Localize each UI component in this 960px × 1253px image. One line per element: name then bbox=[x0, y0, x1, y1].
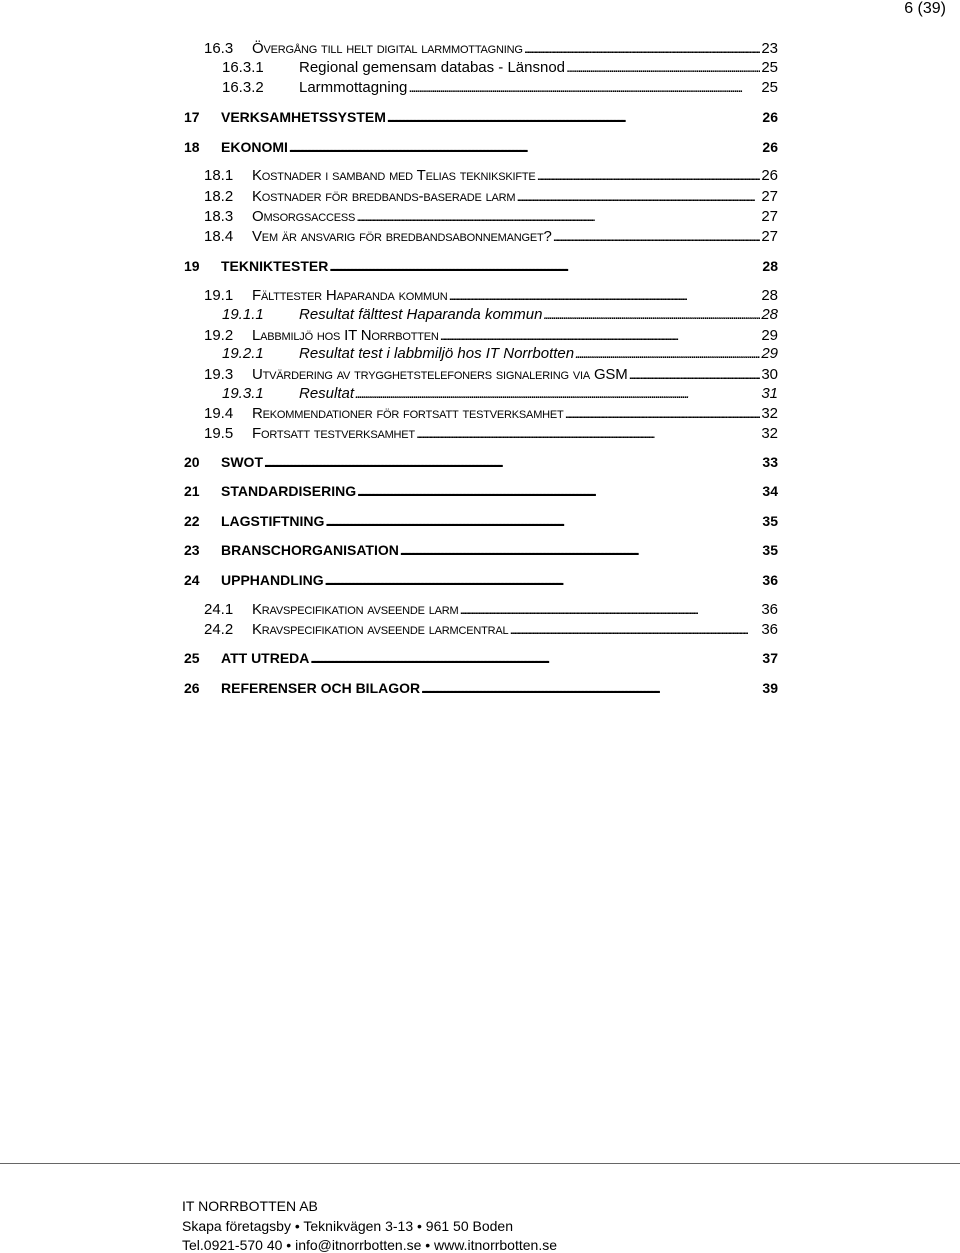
toc-entry-title: SWOT bbox=[221, 454, 263, 470]
toc-entry-page: 28 bbox=[761, 287, 778, 304]
toc-leader-dots bbox=[565, 403, 761, 423]
toc-entry-title: Vem är ansvarig för bredbandsabonnemanget? bbox=[252, 228, 552, 245]
toc-entry-title: TEKNIKTESTER bbox=[221, 258, 329, 274]
toc-leader-dots bbox=[449, 285, 761, 305]
toc-entry-page: 32 bbox=[761, 405, 778, 422]
toc-entry[interactable] bbox=[204, 226, 778, 246]
toc-entry-number: 19 bbox=[184, 258, 200, 274]
toc-entry[interactable] bbox=[222, 305, 778, 325]
toc-entry[interactable] bbox=[204, 599, 778, 619]
toc-entry[interactable] bbox=[184, 511, 778, 531]
toc-leader-dots bbox=[329, 256, 761, 276]
toc-entry-page: 29 bbox=[761, 327, 778, 344]
toc-entry-title: EKONOMI bbox=[221, 139, 288, 155]
toc-entry-number: 19.2 bbox=[204, 327, 234, 344]
toc-entry-number: 16.3.2 bbox=[222, 79, 264, 96]
toc-entry-page: 30 bbox=[761, 366, 778, 383]
footer-divider bbox=[0, 1163, 960, 1164]
toc-entry-title: BRANSCHORGANISATION bbox=[221, 542, 399, 558]
toc-leader-dots bbox=[400, 540, 762, 560]
toc-entry[interactable] bbox=[184, 570, 778, 590]
toc-entry-page: 39 bbox=[762, 680, 778, 696]
page-number: 6 (39) bbox=[904, 0, 946, 17]
toc-leader-dots bbox=[575, 344, 760, 364]
toc-leader-dots bbox=[629, 364, 761, 384]
footer-company: IT NORRBOTTEN AB bbox=[182, 1198, 318, 1214]
toc-entry-title: STANDARDISERING bbox=[221, 483, 357, 499]
toc-entry[interactable] bbox=[204, 364, 778, 384]
toc-entry-title: Resultat test i labbmiljö hos IT Norrbotten bbox=[299, 345, 575, 362]
toc-entry-page: 37 bbox=[762, 650, 778, 666]
toc-leader-dots bbox=[355, 384, 760, 404]
toc-entry-page: 28 bbox=[761, 306, 778, 323]
toc-entry-page: 27 bbox=[761, 208, 778, 225]
toc-entry-number: 18.1 bbox=[204, 167, 234, 184]
toc-entry-number: 24.2 bbox=[204, 621, 234, 638]
toc-leader-dots bbox=[264, 452, 761, 472]
toc-entry-page: 26 bbox=[761, 167, 778, 184]
toc-entry[interactable] bbox=[204, 619, 778, 639]
toc-entry-number: 20 bbox=[184, 454, 200, 470]
toc-entry[interactable] bbox=[184, 452, 778, 472]
toc-leader-dots bbox=[325, 511, 761, 531]
toc-entry-title: Kravspecifikation avseende larm bbox=[252, 601, 459, 618]
toc-entry-title: Resultat bbox=[299, 385, 355, 402]
toc-entry[interactable] bbox=[184, 137, 778, 157]
toc-entry-page: 33 bbox=[762, 454, 778, 470]
toc-leader-dots bbox=[543, 305, 760, 325]
toc-entry[interactable] bbox=[204, 403, 778, 423]
toc-entry-title: Fälttester Haparanda kommun bbox=[252, 287, 448, 304]
toc-entry[interactable] bbox=[184, 678, 778, 698]
toc-entry-page: 35 bbox=[762, 513, 778, 529]
toc-entry-title: Omsorgsaccess bbox=[252, 208, 356, 225]
toc-leader-dots bbox=[509, 619, 760, 639]
toc-entry-page: 26 bbox=[762, 139, 778, 155]
toc-entry-page: 27 bbox=[761, 188, 778, 205]
toc-entry-page: 25 bbox=[761, 79, 778, 96]
toc-entry-number: 18.4 bbox=[204, 228, 234, 245]
toc-entry-page: 26 bbox=[762, 109, 778, 125]
toc-entry-page: 25 bbox=[761, 59, 778, 76]
toc-leader-dots bbox=[325, 570, 762, 590]
toc-leader-dots bbox=[460, 599, 761, 619]
toc-entry-title: LAGSTIFTNING bbox=[221, 513, 325, 529]
toc-entry[interactable] bbox=[184, 256, 778, 276]
toc-entry[interactable] bbox=[204, 165, 778, 185]
toc-entry-title: REFERENSER OCH BILAGOR bbox=[221, 680, 421, 696]
toc-entry-page: 28 bbox=[762, 258, 778, 274]
toc-entry-number: 19.2.1 bbox=[222, 345, 264, 362]
toc-entry-title: Kostnader för bredbands-baserade larm bbox=[252, 188, 516, 205]
toc-entry-title: Labbmiljö hos IT Norrbotten bbox=[252, 327, 439, 344]
toc-entry[interactable] bbox=[184, 540, 778, 560]
toc-entry-title: Kravspecifikation avseende larmcentral bbox=[252, 621, 509, 638]
toc-entry-number: 19.4 bbox=[204, 405, 234, 422]
toc-leader-dots bbox=[408, 78, 760, 98]
toc-entry-title: Kostnader i samband med Telias teknikskifte bbox=[252, 167, 536, 184]
toc-leader-dots bbox=[387, 107, 762, 127]
footer-contact: Tel.0921-570 40 • info@itnorrbotten.se • www.itnorrbotten.se bbox=[182, 1237, 557, 1253]
toc-leader-dots bbox=[310, 648, 761, 668]
toc-leader-dots bbox=[524, 38, 761, 58]
toc-entry[interactable] bbox=[204, 285, 778, 305]
toc-entry-page: 32 bbox=[761, 425, 778, 442]
footer-address: Skapa företagsby • Teknikvägen 3-13 • 961 50 Boden bbox=[182, 1218, 513, 1234]
toc-entry-title: Larmmottagning bbox=[299, 79, 408, 96]
toc-entry-page: 34 bbox=[762, 483, 778, 499]
toc-entry[interactable] bbox=[222, 344, 778, 364]
toc-entry[interactable] bbox=[204, 423, 778, 443]
toc-entry-number: 24.1 bbox=[204, 601, 234, 618]
toc-entry-page: 35 bbox=[762, 542, 778, 558]
toc-entry-number: 18 bbox=[184, 139, 200, 155]
toc-entry[interactable] bbox=[184, 107, 778, 127]
toc-entry-number: 18.3 bbox=[204, 208, 234, 225]
toc-entry-number: 18.2 bbox=[204, 188, 234, 205]
toc-leader-dots bbox=[516, 186, 760, 206]
toc-entry-number: 19.3.1 bbox=[222, 385, 264, 402]
toc-entry[interactable] bbox=[222, 58, 778, 78]
toc-entry-number: 19.5 bbox=[204, 425, 234, 442]
toc-entry-title: Övergång till helt digital larmmottagning bbox=[252, 40, 523, 57]
toc-leader-dots bbox=[289, 137, 762, 157]
toc-leader-dots bbox=[553, 226, 761, 246]
toc-entry-page: 36 bbox=[762, 572, 778, 588]
toc-entry-page: 29 bbox=[761, 345, 778, 362]
toc-entry[interactable] bbox=[204, 325, 778, 345]
toc-leader-dots bbox=[566, 58, 760, 78]
toc-leader-dots bbox=[416, 423, 760, 443]
toc-entry-page: 36 bbox=[761, 621, 778, 638]
toc-entry[interactable] bbox=[184, 648, 778, 668]
toc-entry-number: 21 bbox=[184, 483, 200, 499]
toc-entry-number: 17 bbox=[184, 109, 200, 125]
toc-entry[interactable] bbox=[204, 186, 778, 206]
toc-leader-dots bbox=[357, 481, 761, 501]
toc-leader-dots bbox=[440, 325, 761, 345]
toc-entry-page: 31 bbox=[761, 385, 778, 402]
toc-entry-number: 24 bbox=[184, 572, 200, 588]
toc-entry[interactable] bbox=[222, 78, 778, 98]
toc-entry-number: 16.3.1 bbox=[222, 59, 264, 76]
toc-entry-number: 16.3 bbox=[204, 40, 234, 57]
toc-entry-number: 19.1 bbox=[204, 287, 234, 304]
toc-entry-number: 19.1.1 bbox=[222, 306, 264, 323]
toc-entry-title: Rekommendationer för fortsatt testverksamhet bbox=[252, 405, 564, 422]
toc-leader-dots bbox=[537, 165, 761, 185]
toc-entry-title: ATT UTREDA bbox=[221, 650, 310, 666]
toc-leader-dots bbox=[356, 206, 760, 226]
toc-entry-title: VERKSAMHETSSYSTEM bbox=[221, 109, 386, 125]
toc-entry[interactable] bbox=[184, 481, 778, 501]
toc-entry-page: 27 bbox=[761, 228, 778, 245]
toc-entry-page: 36 bbox=[761, 601, 778, 618]
toc-entry[interactable] bbox=[222, 384, 778, 404]
toc-entry-title: UPPHANDLING bbox=[221, 572, 324, 588]
toc-entry-number: 25 bbox=[184, 650, 200, 666]
toc-entry-number: 19.3 bbox=[204, 366, 234, 383]
toc-entry[interactable] bbox=[204, 38, 778, 58]
toc-entry-title: Resultat fälttest Haparanda kommun bbox=[299, 306, 543, 323]
toc-entry[interactable] bbox=[204, 206, 778, 226]
toc-entry-title: Fortsatt testverksamhet bbox=[252, 425, 415, 442]
toc-entry-title: Utvärdering av trygghetstelefoners signalering via GSM bbox=[252, 366, 628, 383]
toc-entry-title: Regional gemensam databas - Länsnod bbox=[299, 59, 566, 76]
toc-leader-dots bbox=[421, 678, 761, 698]
toc-entry-number: 22 bbox=[184, 513, 200, 529]
toc-entry-number: 26 bbox=[184, 680, 200, 696]
toc-entry-page: 23 bbox=[761, 40, 778, 57]
toc-entry-number: 23 bbox=[184, 542, 200, 558]
